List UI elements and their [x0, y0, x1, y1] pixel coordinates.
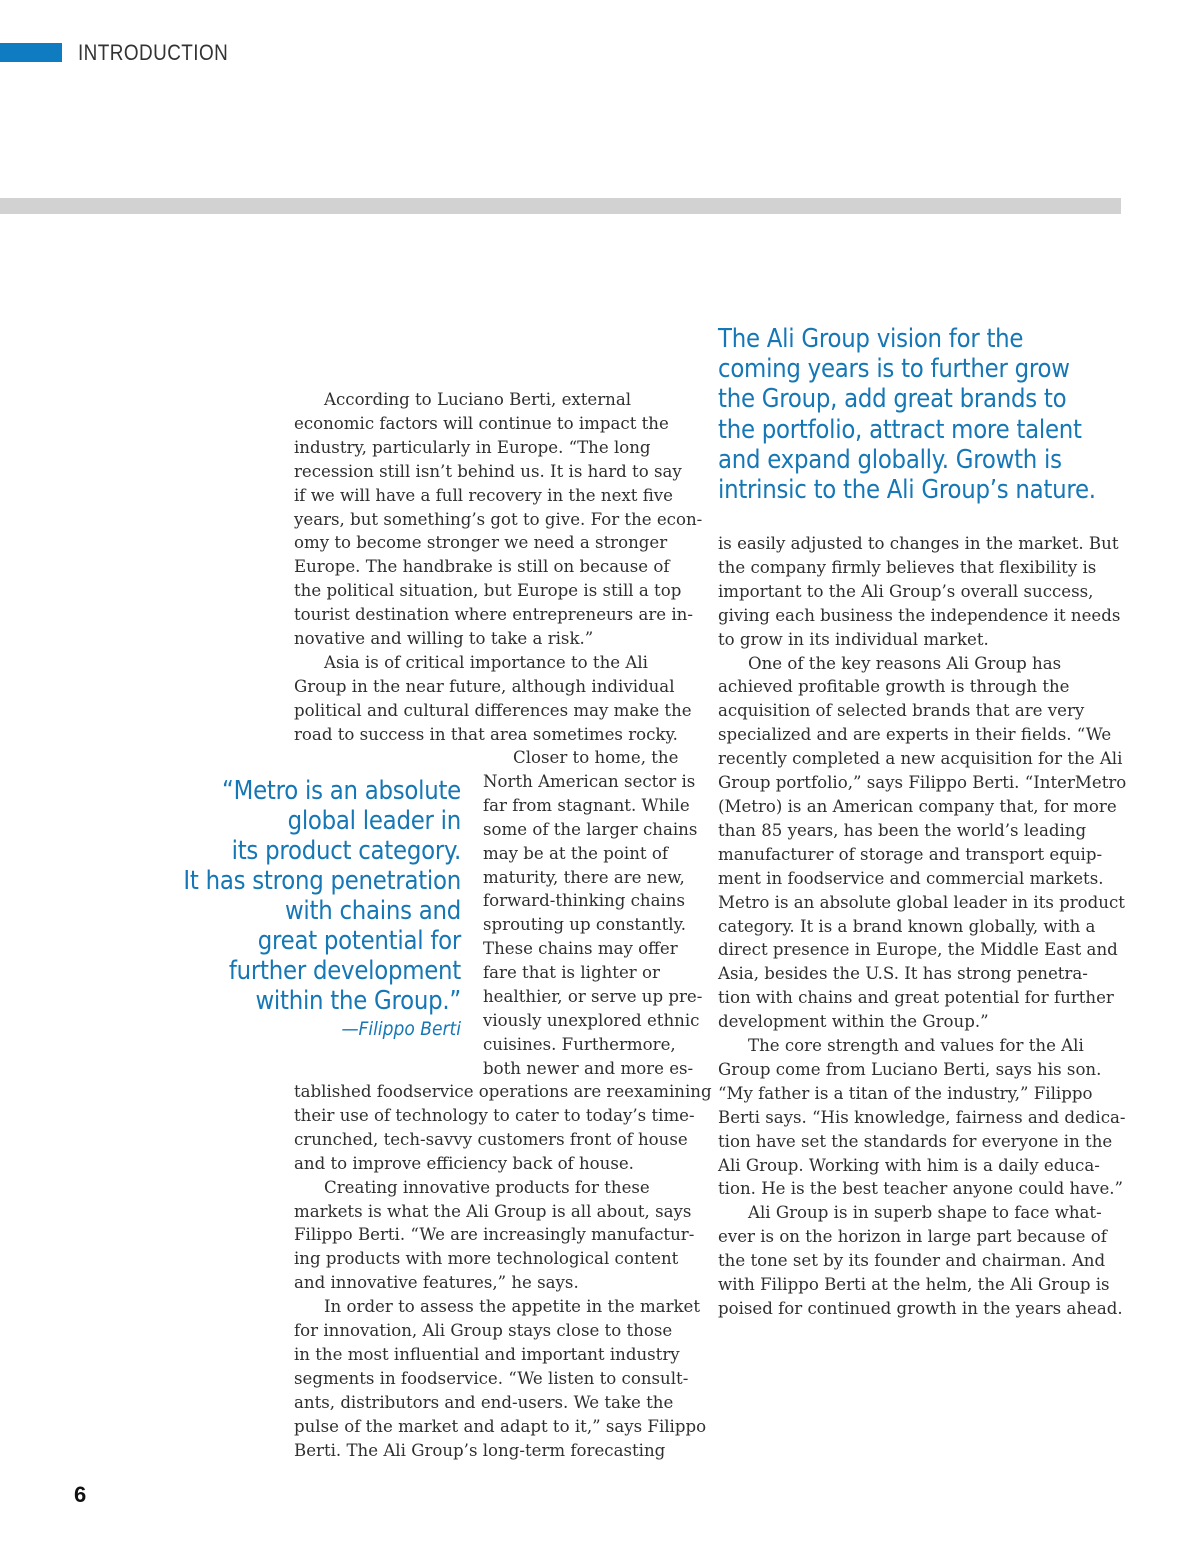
body-line: “My father is a titan of the industry,” Filippo	[718, 1083, 1093, 1103]
pull-quote-line: “Metro is an absolute	[222, 776, 461, 806]
body-line: One of the key reasons Ali Group has	[748, 653, 1062, 673]
body-line: These chains may offer	[483, 939, 678, 959]
body-line: direct presence in Europe, the Middle East and	[718, 940, 1118, 960]
body-line: in the most influential and important industry	[294, 1344, 680, 1364]
lead-quote-line: coming years is to further grow	[718, 354, 1070, 385]
body-line: novative and willing to take a risk.”	[294, 629, 594, 649]
pull-quote	[100, 776, 461, 1016]
pull-quote-attribution: —Filippo Berti	[341, 1018, 461, 1040]
body-line: Group in the near future, although individual	[294, 676, 675, 696]
body-line: political and cultural differences may make the	[294, 700, 692, 720]
lead-quote-line: and expand globally. Growth is	[718, 444, 1062, 475]
body-line: tion. He is the best teacher anyone could have.”	[718, 1179, 1124, 1199]
body-line: Asia is of critical importance to the Ali	[324, 652, 648, 672]
pull-quote-line: It has strong penetration	[183, 866, 461, 896]
body-line: pulse of the market and adapt to it,” says Filippo	[294, 1416, 707, 1436]
body-line: and innovative features,” he says.	[294, 1273, 579, 1293]
right-column	[718, 532, 1128, 1321]
pull-quote-line: its product category.	[231, 836, 461, 866]
body-line: Asia, besides the U.S. It has strong penetra-	[718, 964, 1088, 984]
body-line: Ali Group. Working with him is a daily educa-	[718, 1155, 1100, 1175]
body-line: tourist destination where entrepreneurs are in-	[294, 605, 693, 625]
body-line: economic factors will continue to impact the	[294, 413, 669, 433]
lead-quote	[718, 324, 1138, 505]
body-line: road to success in that area sometimes rocky.	[294, 724, 678, 744]
body-line: tion with chains and great potential for further	[718, 988, 1114, 1008]
body-line: far from stagnant. While	[483, 795, 690, 815]
body-line: category. It is a brand known globally, with a	[718, 916, 1096, 936]
body-line: poised for continued growth in the years ahead.	[718, 1299, 1123, 1318]
body-line: Europe. The handbrake is still on because of	[294, 557, 670, 577]
body-line: Filippo Berti. “We are increasingly manufactur-	[294, 1225, 695, 1245]
left-column-bottom	[294, 1080, 712, 1463]
section-label: INTRODUCTION	[78, 40, 229, 65]
lead-quote-line: the Group, add great brands to	[718, 384, 1067, 415]
body-line: achieved profitable growth is through the	[718, 677, 1070, 697]
body-line: than 85 years, has been the world’s leading	[718, 820, 1087, 840]
body-line: According to Luciano Berti, external	[324, 390, 632, 409]
body-line: is easily adjusted to changes in the market. But	[718, 534, 1119, 553]
body-line: if we will have a full recovery in the next five	[294, 485, 673, 505]
body-line: tion have set the standards for everyone in the	[718, 1131, 1113, 1151]
body-line: crunched, tech-savvy customers front of house	[294, 1129, 688, 1149]
body-line: viously unexplored ethnic	[483, 1010, 700, 1030]
body-line: manufacturer of storage and transport equip-	[718, 844, 1103, 864]
body-line: important to the Ali Group’s overall success,	[718, 581, 1094, 601]
body-line: the political situation, but Europe is still a top	[294, 581, 682, 601]
body-line: acquisition of selected brands that are very	[718, 701, 1085, 721]
body-line: forward-thinking chains	[483, 891, 686, 911]
body-line: Closer to home, the	[513, 748, 679, 767]
body-line: Metro is an absolute global leader in its product	[718, 892, 1125, 912]
pull-quote-line: global leader in	[287, 806, 461, 836]
section-marker-bar	[0, 43, 62, 62]
body-line: North American sector is	[483, 771, 696, 791]
body-line: and to improve efficiency back of house.	[294, 1153, 634, 1173]
body-line: for innovation, Ali Group stays close to those	[294, 1321, 673, 1341]
body-line: years, but something’s got to give. For the econ-	[294, 509, 703, 529]
body-line: Creating innovative products for these	[324, 1177, 650, 1197]
body-line: ever is on the horizon in large part because of	[718, 1227, 1107, 1247]
body-line: may be at the point of	[483, 843, 668, 863]
body-line: recession still isn’t behind us. It is hard to say	[294, 461, 682, 481]
body-line: Berti says. “His knowledge, fairness and dedica-	[718, 1107, 1126, 1127]
body-line: (Metro) is an American company that, for more	[718, 796, 1117, 816]
pull-quote-line: further development	[228, 956, 461, 986]
body-line: to grow in its individual market.	[718, 629, 989, 649]
body-line: Ali Group is in superb shape to face what-	[748, 1203, 1102, 1223]
pull-quote-line: great potential for	[257, 926, 461, 956]
body-line: development within the Group.”	[718, 1012, 989, 1032]
header-divider-band	[0, 198, 1121, 214]
body-line: segments in foodservice. “We listen to consult-	[294, 1368, 689, 1388]
body-line: omy to become stronger we need a stronger	[294, 533, 668, 553]
body-line: tablished foodservice operations are reexamining	[294, 1082, 712, 1101]
pull-quote-line: within the Group.”	[255, 986, 461, 1016]
body-line: both newer and more es-	[483, 1058, 694, 1078]
body-line: with Filippo Berti at the helm, the Ali Group is	[718, 1275, 1110, 1295]
body-line: some of the larger chains	[483, 819, 698, 839]
pull-quote-line: with chains and	[284, 896, 461, 926]
body-line: Group portfolio,” says Filippo Berti. “InterMetro	[718, 773, 1127, 793]
body-line: giving each business the independence it needs	[718, 605, 1121, 625]
body-line: Berti. The Ali Group’s long-term forecasting	[294, 1440, 666, 1460]
body-line: their use of technology to cater to today’s time-	[294, 1105, 695, 1125]
body-line: ing products with more technological content	[294, 1249, 679, 1269]
page-number: 6	[74, 1482, 87, 1507]
body-line: markets is what the Ali Group is all about, says	[294, 1201, 692, 1221]
body-line: cuisines. Furthermore,	[483, 1034, 676, 1054]
left-column-narrow	[483, 746, 703, 1081]
body-line: maturity, there are new,	[483, 867, 685, 887]
body-line: ants, distributors and end-users. We take the	[294, 1392, 674, 1412]
body-line: ment in foodservice and commercial markets.	[718, 868, 1104, 888]
body-line: industry, particularly in Europe. “The long	[294, 437, 651, 457]
body-line: sprouting up constantly.	[483, 915, 687, 935]
left-column-top	[294, 388, 703, 747]
body-line: specialized and are experts in their fields. “We	[718, 725, 1112, 745]
body-line: healthier, or serve up pre-	[483, 987, 703, 1007]
body-line: The core strength and values for the Ali	[748, 1036, 1084, 1056]
lead-quote-line: intrinsic to the Ali Group’s nature.	[718, 475, 1096, 506]
body-line: fare that is lighter or	[483, 963, 660, 983]
body-line: In order to assess the appetite in the market	[324, 1297, 701, 1317]
body-line: Group come from Luciano Berti, says his son.	[718, 1059, 1102, 1079]
lead-quote-line: The Ali Group vision for the	[718, 324, 1024, 354]
body-line: the company firmly believes that flexibility is	[718, 557, 1097, 577]
lead-quote-line: the portfolio, attract more talent	[718, 414, 1082, 445]
body-line: recently completed a new acquisition for the Ali	[718, 749, 1123, 769]
body-line: the tone set by its founder and chairman. And	[718, 1251, 1106, 1271]
